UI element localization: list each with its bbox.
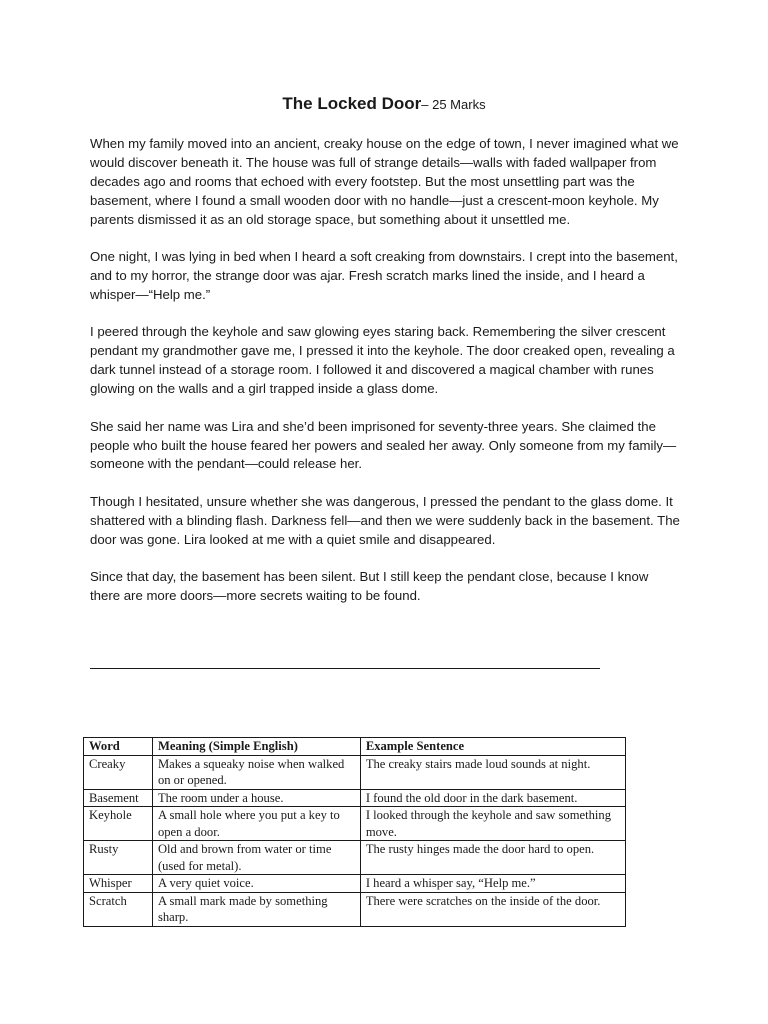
example-cell: I heard a whisper say, “Help me.” <box>360 875 625 893</box>
divider-line <box>90 668 600 669</box>
meaning-cell: A small hole where you put a key to open a door. <box>152 807 360 841</box>
story-body <box>90 135 680 625</box>
example-cell: There were scratches on the inside of the door. <box>360 892 625 926</box>
word-cell: Scratch <box>84 892 153 926</box>
table-row <box>84 841 626 875</box>
marks-label: – 25 Marks <box>421 97 486 112</box>
meaning-cell: Makes a squeaky noise when walked on or opened. <box>152 755 360 789</box>
example-cell: The rusty hinges made the door hard to open. <box>360 841 625 875</box>
table-row <box>84 807 626 841</box>
example-cell: I found the old door in the dark basement. <box>360 789 625 807</box>
header-word: Word <box>84 738 153 756</box>
header-meaning: Meaning (Simple English) <box>152 738 360 756</box>
table-row <box>84 755 626 789</box>
story-paragraph: Though I hesitated, unsure whether she was dangerous, I pressed the pendant to the glass dome. It shattered with a blinding flash. Darkness fell—and then we were suddenly back in the basement. The door was gone. Lira looked at me with a quiet smile and disappeared. <box>90 493 680 547</box>
table-row <box>84 789 626 807</box>
header-example: Example Sentence <box>360 738 625 756</box>
story-paragraph: Since that day, the basement has been silent. But I still keep the pendant close, because I know there are more doors—more secrets waiting to be found. <box>90 569 649 604</box>
word-cell: Basement <box>84 789 153 807</box>
meaning-cell: Old and brown from water or time (used for metal). <box>152 841 360 875</box>
table-header-row <box>84 738 626 756</box>
meaning-cell: A small mark made by something sharp. <box>152 892 360 926</box>
vocabulary-table <box>83 737 626 927</box>
example-cell: The creaky stairs made loud sounds at night. <box>360 755 625 789</box>
story-paragraph: One night, I was lying in bed when I heard a soft creaking from downstairs. I crept into the basement, and to my horror, the strange door was ajar. Fresh scratch marks lined the inside, and I heard a whisper—“Help me.” <box>90 249 678 302</box>
story-paragraph: She said her name was Lira and she’d been imprisoned for seventy-three years. She claimed the people who built the house feared her powers and sealed her away. Only someone from my family—someone with the pendant—could release her. <box>90 418 677 472</box>
title-text: The Locked Door <box>282 94 422 113</box>
table-row <box>84 875 626 893</box>
story-paragraph: I peered through the keyhole and saw glowing eyes staring back. Remembering the silver crescent pendant my grandmother gave me, I pressed it into the keyhole. The door creaked open, revealing a dark tunnel instead of a storage room. I followed it and discovered a magical chamber with runes glowing on the walls and a girl trapped inside a glass dome. <box>90 324 675 397</box>
example-cell: I looked through the keyhole and saw something move. <box>360 807 625 841</box>
meaning-cell: The room under a house. <box>152 789 360 807</box>
page-title <box>0 94 768 114</box>
story-paragraph: When my family moved into an ancient, creaky house on the edge of town, I never imagined what we would discover beneath it. The house was full of strange details—walls with faded wallpaper from decades ago and rooms that echoed with every footstep. But the most unsettling part was the basement, where I found a small wooden door with no handle—just a crescent-moon keyhole. My parents dismissed it as an old storage space, but something about it unsettled me. <box>90 136 679 227</box>
word-cell: Creaky <box>84 755 153 789</box>
word-cell: Keyhole <box>84 807 153 841</box>
word-cell: Rusty <box>84 841 153 875</box>
word-cell: Whisper <box>84 875 153 893</box>
meaning-cell: A very quiet voice. <box>152 875 360 893</box>
table-row <box>84 892 626 926</box>
